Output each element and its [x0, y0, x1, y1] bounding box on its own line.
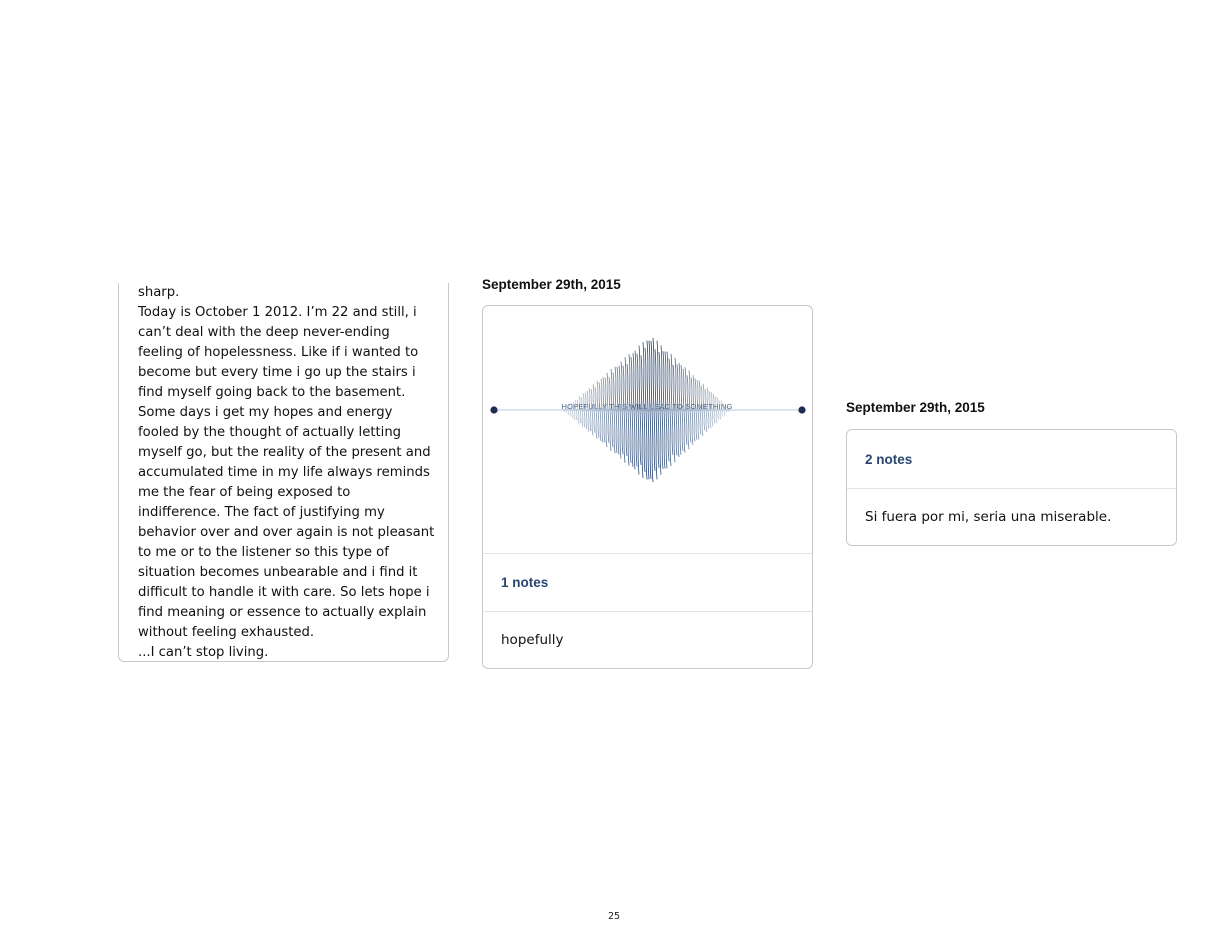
trim-end-handle[interactable]	[798, 406, 805, 413]
entry-date-heading: September 29th, 2015	[846, 400, 985, 415]
story-paragraph-3: ...I can’t stop living.	[138, 645, 269, 660]
waveform-caption: HOPEFULLY THIS WILL LEAD TO SOMETHING	[561, 402, 733, 411]
story-paragraph-2: Today is October 1 2012. I’m 22 and still, i can’t deal with the deep never-ending feeling of hopelessness. Like if i wanted to become but every time i go up the stairs i find myself going back to the basement. Some days i get my hopes and energy fooled by the thought of actually letting myself go, but the reality of the present and accumulated time in my life always reminds me the fear of being exposed to indifference. The fact of justifying my behavior over and over again is not pleasant to me or to the listener so this type of situation becomes unbearable and i find it difficult to handle it with care. So lets hope i find meaning or essence to actually explain without feeling exhausted.	[138, 305, 435, 640]
note-text: hopefully	[483, 611, 812, 668]
notes-count-label[interactable]: 1 notes	[483, 553, 812, 611]
audio-waveform[interactable]	[483, 306, 812, 553]
waveform-entry-card	[482, 305, 813, 669]
trim-start-handle[interactable]	[490, 406, 497, 413]
entry-date-heading: September 29th, 2015	[482, 277, 621, 292]
notes-entry-card	[846, 429, 1177, 546]
story-paragraph-1: sharp.	[138, 285, 180, 300]
story-card	[118, 283, 449, 662]
page-number: 25	[607, 911, 621, 922]
note-text: Si fuera por mi, seria una miserable.	[847, 488, 1176, 545]
notes-count-label[interactable]: 2 notes	[865, 451, 913, 467]
